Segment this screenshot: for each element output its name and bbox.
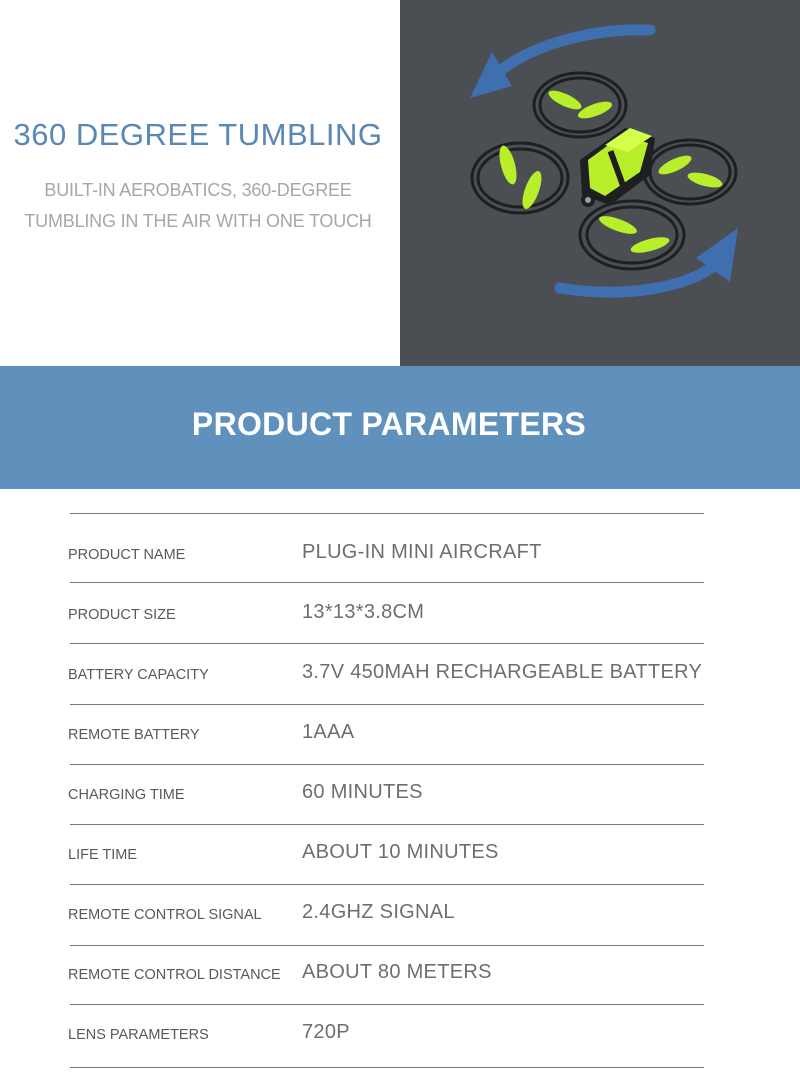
param-label: PRODUCT NAME [68,547,186,563]
hero-title: 360 DEGREE TUMBLING [13,117,383,152]
param-label: BATTERY CAPACITY [68,667,209,683]
propeller-guard-right [644,140,736,204]
param-value: PLUG-IN MINI AIRCRAFT [302,541,542,563]
param-label: CHARGING TIME [68,787,185,803]
rotate-arrow-top-head [470,52,512,98]
rotate-arrow-top-icon [495,30,650,75]
table-row [0,1005,800,1065]
param-label: REMOTE BATTERY [68,727,200,743]
param-label: REMOTE CONTROL DISTANCE [68,967,281,983]
table-row [0,825,800,885]
param-value: 2.4GHZ SIGNAL [302,901,455,923]
table-row [0,765,800,825]
parameters-banner [0,366,800,489]
hero-subtitle-line2: TUMBLING IN THE AIR WITH ONE TOUCH [24,211,372,231]
rotate-arrow-bottom-icon [560,262,720,292]
table-divider [70,1067,704,1068]
propeller-guard-bottom [580,201,684,269]
drone-body [580,128,655,207]
param-value: 60 MINUTES [302,781,423,803]
param-label: LENS PARAMETERS [68,1027,209,1043]
hero-text-panel [0,0,400,366]
table-row [0,645,800,705]
banner-title: PRODUCT PARAMETERS [191,406,587,442]
drone-image-panel [400,0,800,366]
param-value: 3.7V 450MAH RECHARGEABLE BATTERY [302,661,703,683]
table-row [0,885,800,945]
drone-image [400,0,800,366]
param-label: PRODUCT SIZE [68,607,176,623]
table-row [0,705,800,765]
table-row [0,525,800,585]
param-value: ABOUT 80 METERS [302,961,492,983]
hero-subtitle-line1: BUILT-IN AEROBATICS, 360-DEGREE [44,180,352,200]
param-label: REMOTE CONTROL SIGNAL [68,907,262,923]
propeller-guard-left [472,143,568,213]
table-divider [70,513,704,514]
table-row [0,945,800,1005]
param-value: 1AAA [302,721,355,743]
table-row [0,585,800,645]
hero-section [0,0,800,366]
param-value: 13*13*3.8CM [302,601,425,623]
param-value: 720P [302,1021,350,1043]
param-label: LIFE TIME [68,847,138,863]
parameters-table [0,489,800,1086]
param-value: ABOUT 10 MINUTES [302,841,499,863]
